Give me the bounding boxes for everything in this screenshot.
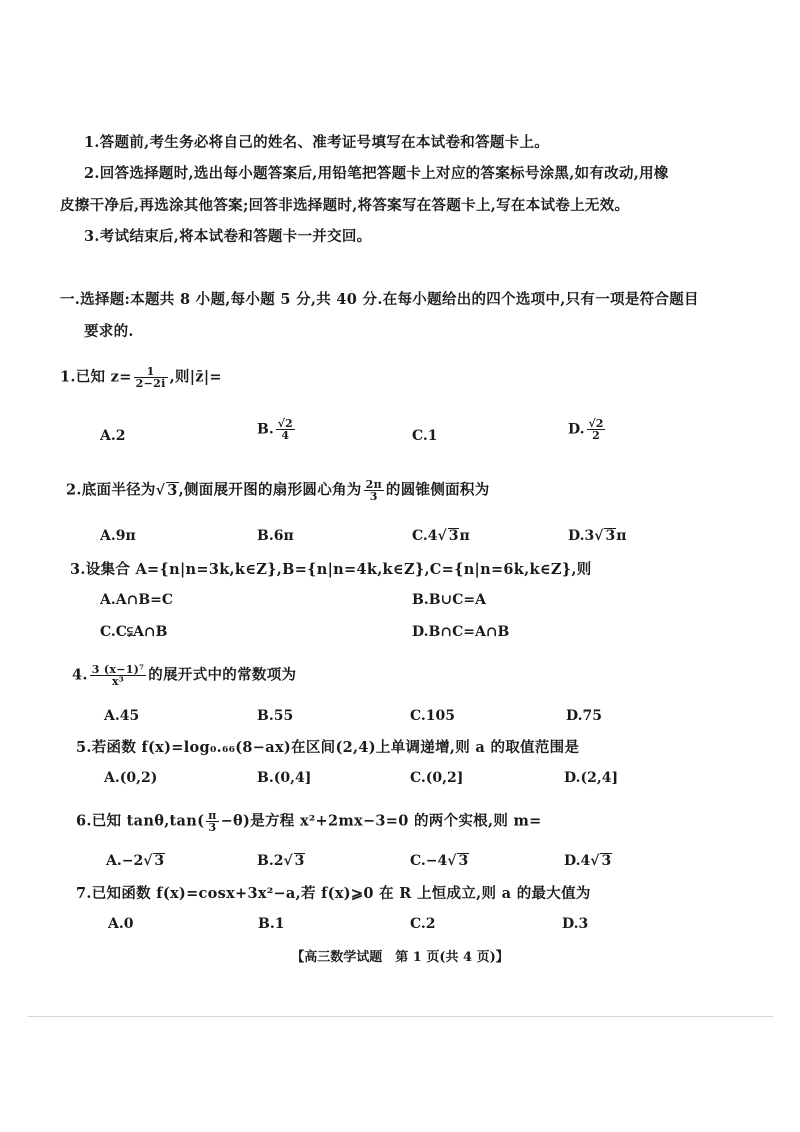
q5-option-d[interactable]: D.(2,4] (564, 770, 619, 786)
q6-suffix: −θ)是方程 x²+2mx−3=0 的两个实根,则 m= (220, 812, 542, 830)
instruction-2: 2.回答选择题时,选出每小题答案后,用铅笔把答题卡上对应的答案标号涂黑,如有改动,用橡 (84, 165, 669, 182)
q3-option-a[interactable]: A.A∩B=C (100, 592, 174, 608)
q1-b-den: 4 (281, 429, 289, 442)
q6-c-radicand: 3 (458, 853, 469, 869)
q1-option-a[interactable]: A.2 (100, 428, 126, 444)
q4-option-c[interactable]: C.105 (410, 708, 455, 724)
q4-option-a[interactable]: A.45 (104, 708, 140, 724)
q3-option-c[interactable]: C.C⫋A∩B (100, 624, 168, 640)
q6-prefix: 6.已知 tanθ,tan( (76, 812, 205, 830)
q1-d-num: √2 (588, 417, 604, 430)
q6-option-d[interactable]: D.4√ 3 (564, 853, 612, 869)
q1-b-prefix: B. (257, 421, 274, 438)
q6-c-prefix: C.−4 (410, 853, 448, 869)
question-4 (72, 664, 296, 687)
q4-suffix: 的展开式中的常数项为 (148, 666, 297, 684)
question-5: 5.若函数 f(x)=log₀.₆₆(8−ax)在区间(2,4)上单调递增,则 a 的取值范围是 (76, 739, 580, 756)
q6-option-b[interactable]: B.2√ 3 (257, 853, 305, 869)
q7-option-d[interactable]: D.3 (562, 916, 589, 932)
instruction-1: 1.答题前,考生务必将自己的姓名、准考证号填写在本试卷和答题卡上。 (84, 134, 550, 151)
q7-option-c[interactable]: C.2 (410, 916, 436, 932)
q2-option-a[interactable]: A.9π (100, 528, 136, 544)
section-title: 一.选择题:本题共 8 小题,每小题 5 分,共 40 分.在每小题给出的四个选项中,只有一项是符合题目 (60, 291, 699, 308)
q1-b-fraction (276, 418, 295, 441)
q1-frac-num: 1 (134, 366, 168, 378)
question-2: 2.底面半径为√ 3,侧面展开图的扇形圆心角为 $\frac{2\pi}{3}$ 的圆锥侧面积为 (66, 478, 490, 503)
q1-option-b[interactable] (257, 418, 297, 441)
q2-frac-num: 2π (365, 478, 382, 491)
q1-b-num: √2 (277, 417, 293, 430)
q4-frac-num: 3 (x−1)⁷ (91, 663, 145, 676)
q2-frac-den: 3 (369, 490, 378, 503)
q4-option-d[interactable]: D.75 (566, 708, 602, 724)
q2-suffix: 的圆锥侧面积为 (385, 481, 490, 499)
q1-suffix: ,则|z̄|= (169, 368, 222, 386)
q1-d-prefix: D. (568, 421, 585, 438)
q2-c-prefix: C.4 (412, 528, 438, 544)
question-6 (76, 810, 542, 833)
question-3: 3.设集合 A={n|n=3k,k∈Z},B={n|n=4k,k∈Z},C={n|n=6k,k∈Z},则 (70, 561, 592, 578)
q1-frac-den: 2−2i (135, 377, 166, 390)
q6-option-c[interactable]: C.−4√ 3 (410, 853, 469, 869)
q3-option-b[interactable]: B.B∪C=A (412, 592, 487, 608)
q2-d-radicand: 3 (605, 528, 616, 544)
q1-d-den: 2 (592, 429, 600, 442)
q7-option-b[interactable]: B.1 (258, 916, 285, 932)
q6-fraction (206, 810, 218, 833)
instruction-2-cont: 皮擦干净后,再选涂其他答案;回答非选择题时,将答案写在答题卡上,写在本试卷上无效。 (60, 197, 630, 214)
q1-d-fraction (587, 418, 606, 441)
q6-option-a[interactable]: A.−2√ 3 (106, 853, 165, 869)
section-title-cont: 要求的. (84, 323, 134, 340)
q6-b-prefix: B.2 (257, 853, 284, 869)
q6-d-prefix: D.4 (564, 853, 591, 869)
q5-option-b[interactable]: B.(0,4] (257, 770, 312, 786)
q7-option-a[interactable]: A.0 (108, 916, 134, 932)
q2-option-d[interactable]: D.3√ 3π (568, 528, 627, 544)
instruction-3: 3.考试结束后,将本试卷和答题卡一并交回。 (84, 228, 372, 245)
question-1 (60, 366, 222, 389)
page-footer: 【高三数学试题 第 1 页(共 4 页)】 (291, 950, 509, 965)
q1-prefix: 1.已知 z= (60, 368, 132, 386)
q2-prefix: 2.底面半径为 (66, 481, 156, 499)
q6-frac-num: π (208, 809, 217, 822)
q1-option-c[interactable]: C.1 (412, 428, 438, 444)
q3-option-d[interactable]: D.B∩C=A∩B (412, 624, 510, 640)
q2-c-suffix: π (459, 528, 470, 544)
q6-b-radicand: 3 (294, 853, 305, 869)
q2-c-radicand: 3 (448, 528, 459, 544)
q6-d-radicand: 3 (601, 853, 612, 869)
q2-option-c[interactable]: C.4√ 3π (412, 528, 470, 544)
q6-a-radicand: 3 (154, 853, 165, 869)
q1-option-d[interactable] (568, 418, 607, 441)
q5-option-a[interactable]: A.(0,2) (104, 770, 158, 786)
q6-frac-den: 3 (208, 821, 217, 834)
bottom-divider (28, 1016, 773, 1017)
q2-option-b[interactable]: B.6π (257, 528, 294, 544)
q1-fraction (134, 366, 168, 389)
q2-d-suffix: π (616, 528, 627, 544)
q6-a-prefix: A.−2 (106, 853, 144, 869)
q2-radicand: 3 (167, 481, 178, 499)
q2-mid: ,侧面展开图的扇形圆心角为 (178, 481, 362, 499)
q4-frac-den: x³ (112, 675, 125, 688)
q4-prefix: 4. (72, 666, 88, 684)
question-7: 7.已知函数 f(x)=cosx+3x²−a,若 f(x)⩾0 在 R 上恒成立,则 a 的最大值为 (76, 885, 591, 902)
q2-fraction (364, 479, 384, 502)
q4-fraction (90, 664, 147, 687)
q5-option-c[interactable]: C.(0,2] (410, 770, 464, 786)
q4-option-b[interactable]: B.55 (257, 708, 294, 724)
q2-d-prefix: D.3 (568, 528, 595, 544)
